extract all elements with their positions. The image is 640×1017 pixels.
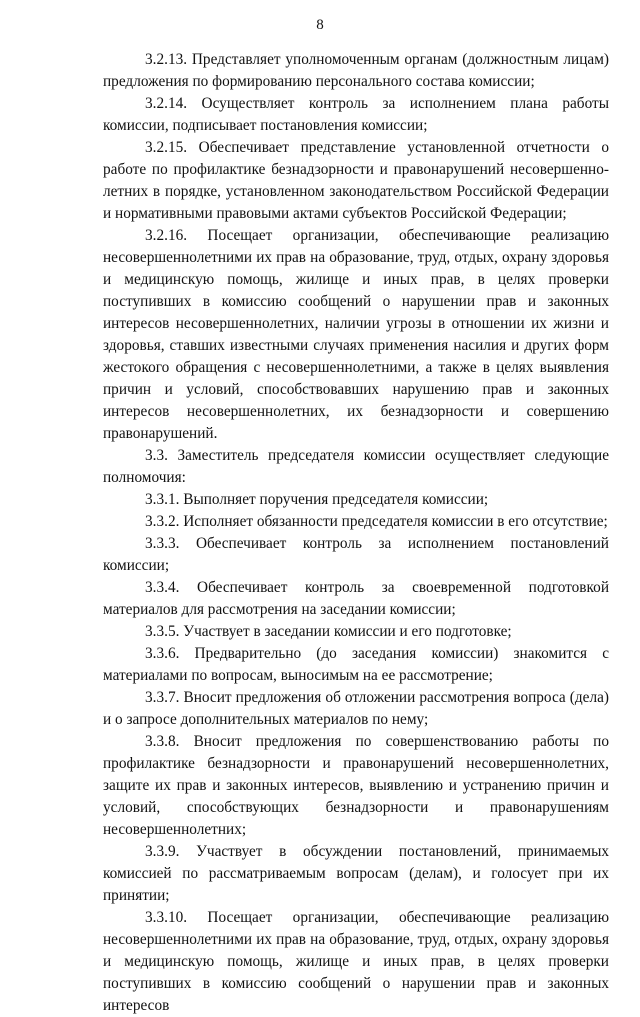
paragraph-3-3-4: 3.3.4. Обеспечивает контроль за своевременной подготовкой материалов для рассмотрения на заседании комиссии;	[103, 579, 609, 618]
document-body	[103, 49, 609, 1017]
paragraph-3-3-1: 3.3.1. Выполняет поручения председателя комиссии;	[145, 491, 489, 508]
paragraph-3-3-6: 3.3.6. Предварительно (до заседания комиссии) знакомится с материалами по вопросам, выносимым на ее рассмотрение;	[103, 645, 609, 684]
paragraph-3-3-5: 3.3.5. Участвует в заседании комиссии и его подготовке;	[145, 623, 512, 640]
paragraph-3-2-16: 3.2.16. Посещает организации, обеспечивающие реализацию несовершеннолетними их прав на образование, труд, отдых, охрану здоровья и медицинскую помощь, жилище и иных прав, в целях проверки поступивших в комиссию сообщений о нарушении прав и законных интересов несовершеннолетних, наличии угрозы в отношении их жизни и здоровья, ставших известными случаях применения насилия и других форм жестокого обращения с несовершеннолетними, а также в целях выявления причин и условий, способствовавших нарушению прав и законных интересов несовершеннолетних, их безнадзорности и совершению правонарушений.	[103, 227, 609, 442]
paragraph-3-2-13: 3.2.13. Представляет уполномоченным органам (должностным лицам) предложения по формированию персонального состава комиссии;	[103, 51, 609, 90]
paragraph-3-3-8: 3.3.8. Вносит предложения по совершенствованию работы по профилактике безнадзорности и правонарушений несовершеннолетних, защите их прав и законных интересов, выявлению и устранению причин и условий, способствующих безнадзорности и правонарушениям несовершеннолетних;	[103, 733, 609, 838]
paragraph-3-2-15: 3.2.15. Обеспечивает представление установленной отчетности о работе по профилактике безнадзорности и правонарушений несовершенно- летних в порядке, установленном законодательством Российской Федерации и нормативными правовыми актами субъектов Российской Федерации;	[103, 139, 609, 222]
page-number: 8	[316, 17, 324, 33]
paragraph-3-3-10: 3.3.10. Посещает организации, обеспечивающие реализацию несовершеннолетними их прав на образование, труд, отдых, охрану здоровья и медицинскую помощь, жилище и иных прав, в целях проверки поступивших в комиссию сообщений о нарушении прав и законных интересов	[103, 909, 609, 1014]
paragraph-3-3-7: 3.3.7. Вносит предложения об отложении рассмотрения вопроса (дела) и о запросе дополнительных материалов по нему;	[103, 689, 609, 728]
paragraph-3-3-2: 3.3.2. Исполняет обязанности председателя комиссии в его отсутствие;	[145, 513, 608, 530]
paragraph-3-3-3: 3.3.3. Обеспечивает контроль за исполнением постановлений комиссии;	[103, 535, 609, 574]
paragraph-3-2-14: 3.2.14. Осуществляет контроль за исполнением плана работы комиссии, подписывает постановления комиссии;	[103, 95, 609, 134]
paragraph-3-3-9: 3.3.9. Участвует в обсуждении постановлений, принимаемых комиссией по рассматриваемым вопросам (делам), и голосует при их принятии;	[103, 843, 609, 904]
paragraph-3-3: 3.3. Заместитель председателя комиссии осуществляет следующие полномочия:	[103, 447, 609, 486]
